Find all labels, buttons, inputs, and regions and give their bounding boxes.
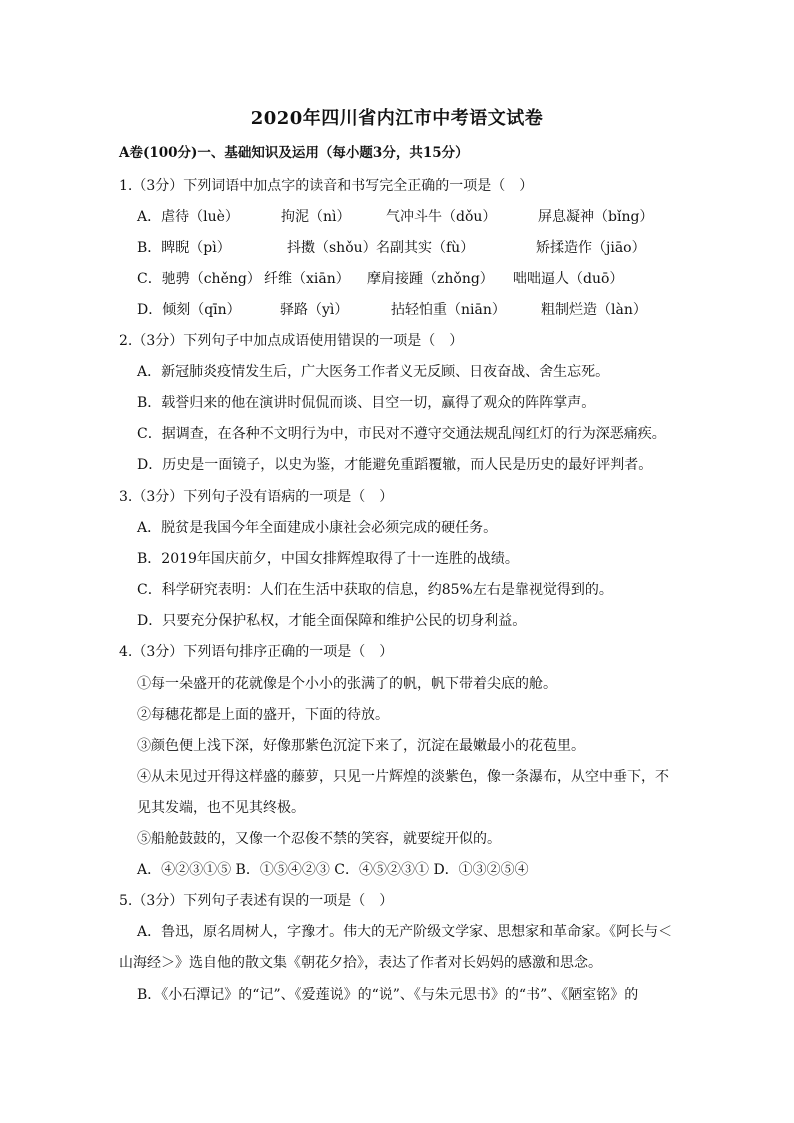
option-c-word-4: 咄咄逼人（duō） (513, 271, 624, 287)
question-3-option-d: D．只要充分保护私权，才能全面保障和维护公民的切身利益。 (137, 613, 527, 629)
question-2-option-c: C．据调查，在各种不文明行为中，市民对不遵守交通法规乱闯红灯的行为深恶痛疾。 (137, 426, 666, 442)
option-b-word-4: 矫揉造作（jiāo） (536, 240, 646, 256)
question-5-option-b: B．《小石潭记》的“记”、《爱莲说》的“说”、《与朱元思书》的“书”、《陋室铭》的 (137, 987, 639, 1003)
question-4-sentence-3: ③颜色便上浅下深，好像那紫色沉淀下来了，沉淀在最嫩最小的花苞里。 (137, 738, 585, 754)
question-3-option-c: C．科学研究表明：人们在生活中获取的信息，约85%左右是靠视觉得到的。 (137, 582, 613, 598)
question-2-stem: 2.（3分）下列句子中加点成语使用错误的一项是（ ） (119, 333, 464, 349)
section-header: A卷(100分)一、基础知识及运用（每小题3分，共15分） (119, 145, 469, 161)
option-a-word-1: A．虐待（luè） (137, 209, 239, 225)
question-2-option-a: A．新冠肺炎疫情发生后，广大医务工作者义无反顾、日夜奋战、舍生忘死。 (137, 364, 610, 380)
option-b-word-1: B．睥睨（pì） (137, 240, 231, 256)
question-1-stem: 1.（3分）下列词语中加点字的读音和书写完全正确的一项是（ ） (119, 178, 534, 194)
question-5-option-a-cont: 山海经＞》选自他的散文集《朝花夕拾》，表达了作者对长妈妈的感激和思念。 (119, 955, 602, 971)
question-4-sentence-5: ⑤船舱鼓鼓的，又像一个忍俊不禁的笑容，就要绽开似的。 (137, 831, 501, 847)
question-3-option-b: B．2019年国庆前夕，中国女排辉煌取得了十一连胜的战绩。 (137, 551, 519, 567)
option-d-word-4: 粗制烂造（làn） (541, 302, 647, 318)
question-2-option-d: D．历史是一面镜子，以史为鉴，才能避免重蹈覆辙，而人民是历史的最好评判者。 (137, 457, 653, 473)
option-d-word-3: 拈轻怕重（niān） (391, 302, 506, 318)
option-d-word-2: 驿路（yì） (280, 302, 349, 318)
option-c-word-2: 纤维（xiān） (264, 271, 350, 287)
question-4-sentence-1: ①每一朵盛开的花就像是个小小的张满了的帆，帆下带着尖底的舱。 (137, 676, 557, 692)
option-b-word-3: 名副其实（fù） (376, 240, 475, 256)
option-b-word-2: 抖擞（shǒu） (287, 240, 377, 256)
option-a-word-2: 拘泥（nì） (281, 209, 351, 225)
option-d-word-1: D．倾刻（qīn） (137, 302, 241, 318)
question-4-sentence-2: ②每穗花都是上面的盛开，下面的待放。 (137, 707, 389, 723)
option-a-word-3: 气冲斗牛（dǒu） (386, 209, 497, 225)
question-2-option-b: B．载誉归来的他在演讲时侃侃而谈、目空一切，赢得了观众的阵阵掌声。 (137, 395, 596, 411)
option-c-word-3: 摩肩接踵（zhǒng） (367, 271, 494, 287)
question-3-option-a: A．脱贫是我国今年全面建成小康社会必须完成的硬任务。 (137, 520, 498, 536)
question-5-stem: 5.（3分）下列句子表述有误的一项是（ ） (119, 893, 394, 909)
question-5-option-a: A．鲁迅，原名周树人，字豫才。伟大的无产阶级文学家、思想家和革命家。《阿长与＜ (137, 924, 673, 940)
question-4-stem: 4.（3分）下列语句排序正确的一项是（ ） (119, 644, 394, 660)
question-4-sentence-4: ④从未见过开得这样盛的藤萝，只见一片辉煌的淡紫色，像一条瀑布，从空中垂下，不 (137, 769, 669, 785)
option-a-word-4: 屏息凝神（bǐng） (538, 209, 654, 225)
option-c-word-1: C．驰骋（chěng） (137, 271, 261, 287)
question-3-stem: 3.（3分）下列句子没有语病的一项是（ ） (119, 489, 394, 505)
exam-title: 2020年四川省内江市中考语文试卷 (250, 108, 544, 129)
question-4-sentence-4-cont: 见其发端，也不见其终极。 (137, 800, 305, 816)
question-4-answer-options: A．④②③①⑤ B．①⑤④②③ C．④⑤②③① D．①③②⑤④ (137, 862, 529, 878)
